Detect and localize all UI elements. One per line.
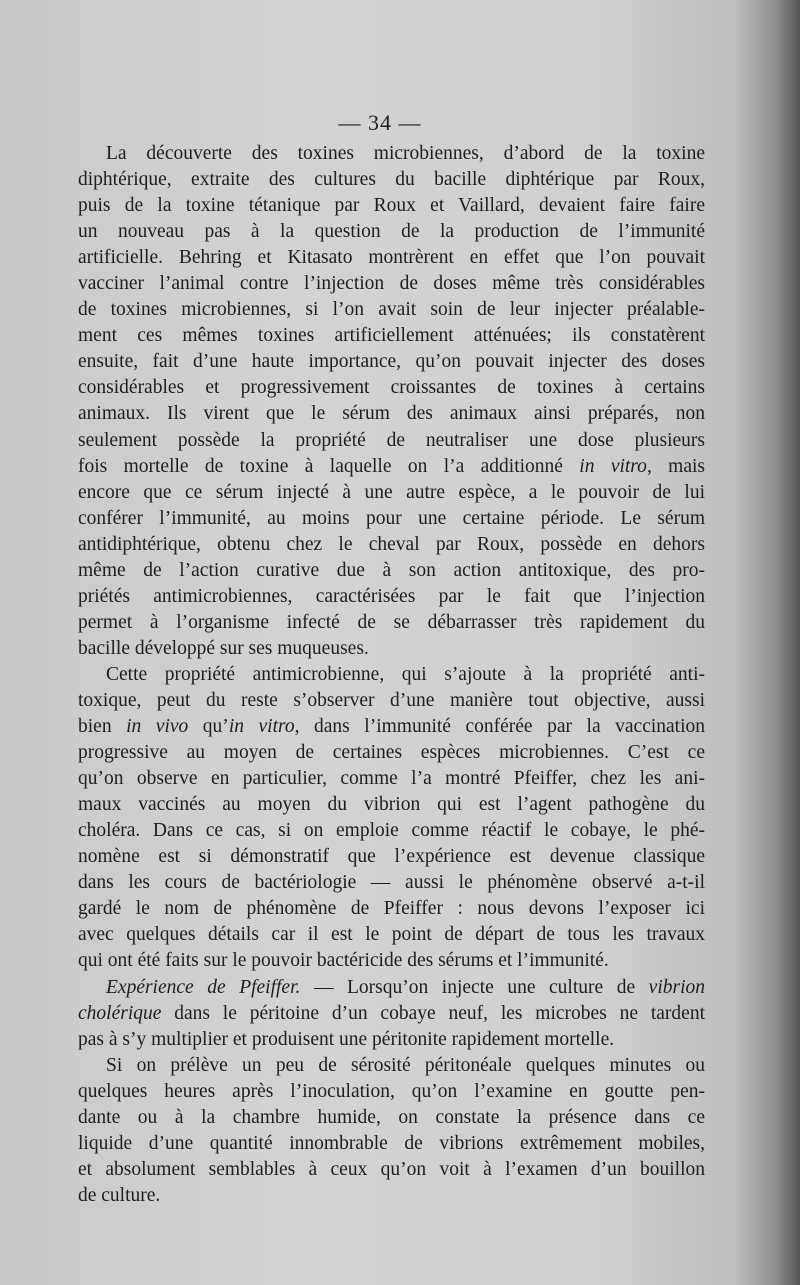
text-run: Cette propriété antimicrobienne, qui s’ajoute à la propriété anti- [106,663,705,685]
italic-phrase: Expérience de Pfeiffer. [106,976,301,998]
text-run: ensuite, fait d’une haute importance, qu’on pouvait injecter des doses [78,351,705,373]
text-line-p4-l5 [78,1157,705,1183]
text-line-p1-l17 [78,558,705,584]
text-run: Si on prélève un peu de sérosité péritonéale quelques minutes ou [106,1054,705,1076]
text-line-p3-l1 [78,975,705,1001]
text-line-p4-l1 [78,1053,705,1079]
text-run: permet à l’organisme infecté de se débarrasser très rapidement du [78,611,705,633]
text-line-p2-l1 [78,662,705,688]
italic-phrase: cholérique [78,1002,162,1024]
text-run: toxique, peut du reste s’observer d’une manière tout objective, aussi [78,689,705,711]
text-run: même de l’action curative due à son action antitoxique, des pro- [78,559,705,581]
text-line-p1-l16 [78,532,705,558]
text-run: encore que ce sérum injecté à une autre espèce, a le pouvoir de lui [78,481,705,503]
text-run: priétés antimicrobiennes, caractérisées par le fait que l’injection [78,585,705,607]
text-run: choléra. Dans ce cas, si on emploie comme réactif le cobaye, le phé- [78,820,705,842]
text-run: qu’ [188,716,229,738]
text-run: dans le péritoine d’un cobaye neuf, les microbes ne tardent [161,1002,705,1024]
text-run: La découverte des toxines microbiennes, d’abord de la toxine [106,143,705,164]
text-run: fois mortelle de toxine à laquelle on l’a additionné [78,455,580,477]
text-run: de culture. [78,1184,161,1206]
text-run: quelques heures après l’inoculation, qu’on l’examine en goutte pen- [78,1080,705,1102]
text-line-p4-l6 [78,1183,705,1209]
text-line-p3-l3 [78,1027,705,1053]
text-line-p2-l4 [78,740,705,766]
text-run: dans les cours de bactériologie — aussi le phénomène observé a-t-il [78,872,705,894]
page-number: — 34 — [338,110,422,135]
text-line-p1-l12 [78,428,705,454]
text-run: antidiphtérique, obtenu chez le cheval par Roux, possède en dehors [78,533,705,555]
italic-phrase: in vitro [579,455,647,477]
text-line-p2-l8 [78,844,705,870]
text-run: avec quelques détails car il est le point de départ de tous les travaux [78,924,705,946]
text-run: conférer l’immunité, au moins pour une certaine période. Le sérum [78,507,705,529]
text-run: pas à s’y multiplier et produisent une péritonite rapidement mortelle. [78,1028,615,1050]
text-line-p4-l4 [78,1131,705,1157]
text-run: qu’on observe en particulier, comme l’a montré Pfeiffer, chez les ani- [78,768,705,790]
text-run: puis de la toxine tétanique par Roux et Vaillard, devaient faire faire [78,195,705,217]
text-run: bien [78,716,127,738]
text-line-p2-l10 [78,896,705,922]
text-run: bacille développé sur ses muqueuses. [78,637,369,659]
text-run: ment ces mêmes toxines artificiellement atténuées; ils constatèrent [78,325,705,347]
text-run: et absolument semblables à ceux qu’on voit à l’examen d’un bouillon [78,1158,705,1180]
text-line-p1-l6 [78,271,705,297]
text-line-p3-l2 [78,1001,705,1027]
text-line-p1-l8 [78,323,705,349]
text-line-p2-l3 [78,714,705,740]
text-line-p2-l7 [78,818,705,844]
text-run: diphtérique, extraite des cultures du bacille diphtérique par Roux, [78,169,705,191]
italic-phrase: in vitro [228,716,295,738]
text-line-p1-l18 [78,584,705,610]
text-line-p1-l3 [78,193,705,219]
text-line-p1-l20 [78,636,705,662]
text-run: un nouveau pas à la question de la production de l’immunité [78,221,705,243]
text-run: de toxines microbiennes, si l’on avait soin de leur injecter préalable- [78,299,705,321]
text-run: — Lorsqu’on injecte une culture de [300,976,649,998]
text-line-p1-l15 [78,506,705,532]
text-line-p1-l11 [78,401,705,427]
text-line-p2-l12 [78,948,705,974]
text-line-p1-l9 [78,349,705,375]
text-line-p1-l1 [78,141,705,167]
text-line-p2-l11 [78,922,705,948]
text-line-p2-l9 [78,870,705,896]
body-text [78,141,705,1209]
text-run: nomène est si démonstratif que l’expérience est devenue classique [78,846,705,868]
text-run: artificielle. Behring et Kitasato montrèrent en effet que l’on pouvait [78,247,705,269]
text-run: , mais [646,455,705,477]
text-run: seulement possède la propriété de neutraliser une dose plusieurs [78,429,705,451]
text-line-p1-l4 [78,219,705,245]
text-line-p1-l13 [78,454,705,480]
text-line-p4-l3 [78,1105,705,1131]
text-run: dante ou à la chambre humide, on constate la présence dans ce [78,1106,705,1128]
text-run: , dans l’immunité conférée par la vaccination [294,716,706,738]
text-line-p1-l2 [78,167,705,193]
text-line-p1-l7 [78,297,705,323]
text-line-p4-l2 [78,1079,705,1105]
text-run: liquide d’une quantité innombrable de vibrions extrêmement mobiles, [78,1132,705,1154]
text-line-p2-l6 [78,792,705,818]
text-run: vacciner l’animal contre l’injection de doses même très considérables [78,273,705,295]
text-run: gardé le nom de phénomène de Pfeiffer : nous devons l’exposer ici [78,898,705,920]
text-run: considérables et progressivement croissantes de toxines à certains [78,377,705,399]
text-run: maux vaccinés au moyen du vibrion qui est l’agent pathogène du [78,794,705,816]
text-run: progressive au moyen de certaines espèces microbiennes. C’est ce [78,742,705,764]
italic-phrase: vibrion [648,976,706,998]
text-line-p1-l14 [78,480,705,506]
text-line-p2-l2 [78,688,705,714]
text-line-p1-l10 [78,375,705,401]
text-run: qui ont été faits sur le pouvoir bactéricide des sérums et l’immunité. [78,950,609,972]
text-run: animaux. Ils virent que le sérum des animaux ainsi préparés, non [78,403,705,425]
text-line-p2-l5 [78,766,705,792]
text-line-p1-l5 [78,245,705,271]
text-line-p1-l19 [78,610,705,636]
italic-phrase: in vivo [126,716,189,738]
